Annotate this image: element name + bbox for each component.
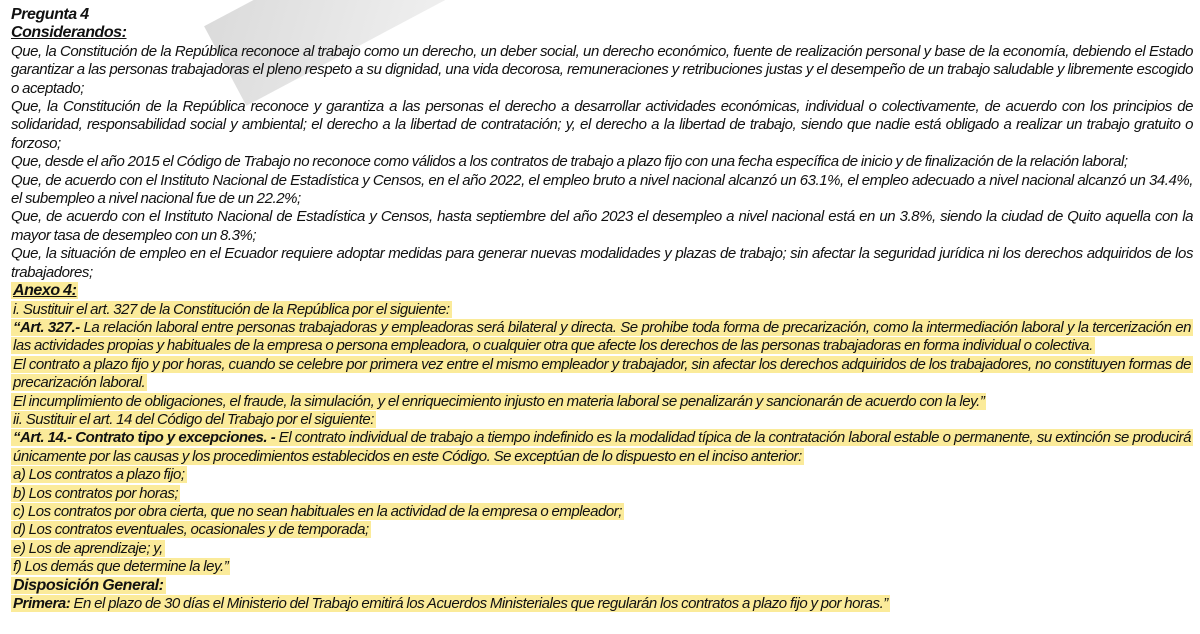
list-item: b) Los contratos por horas; bbox=[13, 484, 179, 502]
considerando-paragraph: Que, la Constitución de la República reconoce al trabajo como un derecho, un deber social, un derecho económico, fuente de realización personal y base de la economía, debiendo el Estado garantizar a las personas trabajadoras el pleno respeto a su dignidad, una vida decorosa, remuneraciones y retribuciones justas y el desempeño de un trabajo saludable y libremente escogido o aceptado; bbox=[11, 42, 1193, 97]
anexo-item-1-intro: i. Sustituir el art. 327 de la Constitución de la República por el siguiente: bbox=[13, 300, 450, 318]
art-327-paragraph-2: El contrato a plazo fijo y por horas, cuando se celebre por primera vez entre el mismo empleador y trabajador, sin afectar los derechos adquiridos de los trabajadores, no constituyen formas de precarización laboral. bbox=[13, 355, 1191, 392]
list-item: d) Los contratos eventuales, ocasionales y de temporada; bbox=[13, 521, 369, 539]
art-327-label: “Art. 327.- bbox=[13, 318, 80, 336]
question-heading: Pregunta 4 bbox=[11, 6, 89, 23]
document-page bbox=[11, 6, 1193, 613]
list-item: a) Los contratos a plazo fijo; bbox=[13, 466, 185, 484]
disposicion-heading: Disposición General: bbox=[13, 576, 164, 594]
anexo-heading: Anexo 4: bbox=[13, 282, 77, 300]
considerando-paragraph: Que, de acuerdo con el Instituto Nacional de Estadística y Censos, hasta septiembre del año 2023 el desempleo a nivel nacional está en un 3.8%, siendo la ciudad de Quito aquella con la mayor tasa de desempleo con un 8.3%; bbox=[11, 208, 1193, 244]
considerandos-heading: Considerandos: bbox=[11, 24, 127, 42]
primera-label: Primera: bbox=[13, 595, 71, 612]
anexo-item-2-intro: ii. Sustituir el art. 14 del Código del Trabajo por el siguiente: bbox=[13, 410, 375, 428]
considerando-paragraph: Que, desde el año 2015 el Código de Trabajo no reconoce como válidos a los contratos de trabajo a plazo fijo con una fecha específica de inicio y de finalización de la relación laboral; bbox=[11, 153, 1128, 171]
primera-text: En el plazo de 30 días el Ministerio del Trabajo emitirá los Acuerdos Ministeriales que regularán los contratos a plazo fijo y por horas.” bbox=[70, 595, 888, 612]
list-item: c) Los contratos por obra cierta, que no sean habituales en la actividad de la empresa o empleador; bbox=[13, 502, 623, 520]
art-327-paragraph-3: El incumplimiento de obligaciones, el fraude, la simulación, y el enriquecimiento injusto en materia laboral se penalizarán y sancionarán de acuerdo con la ley.” bbox=[13, 392, 985, 410]
list-item: f) Los demás que determine la ley.” bbox=[13, 558, 229, 576]
considerando-paragraph: Que, la situación de empleo en el Ecuador requiere adoptar medidas para generar nuevas modalidades y plazas de trabajo; sin afectar la seguridad jurídica ni los derechos adquiridos de los trabajadores; bbox=[11, 245, 1193, 281]
considerando-paragraph: Que, la Constitución de la República reconoce y garantiza a las personas el derecho a desarrollar actividades económicas, individual o colectivamente, de acuerdo con los principios de solidaridad, responsabilidad social y ambiental; el derecho a la libertad de contratación; y, el derecho a la libertad de trabajo, siendo que nadie está obligado a realizar un trabajo gratuito o forzoso; bbox=[11, 98, 1193, 152]
list-item: e) Los de aprendizaje; y, bbox=[13, 539, 163, 557]
art-327-text: La relación laboral entre personas trabajadoras y empleadoras será bilateral y directa. Se prohibe toda forma de precarización, como la intermediación laboral y la tercerización en las actividades propias y habituales de la empresa o persona empleadora, o cualquier otra que afecte los derechos de las personas trabajadoras en forma individual o colectiva. bbox=[13, 318, 1191, 355]
considerando-paragraph: Que, de acuerdo con el Instituto Nacional de Estadística y Censos, en el año 2022, el empleo bruto a nivel nacional alcanzó un 63.1%, el empleo adecuado a nivel nacional alcanzó un 34.4%, el subempleo a nivel nacional fue de un 22.2%; bbox=[11, 171, 1193, 208]
primera-paragraph bbox=[11, 595, 890, 612]
art-327-paragraph bbox=[11, 319, 1193, 354]
art-14-paragraph bbox=[11, 429, 1193, 464]
art-14-label: “Art. 14.- Contrato tipo y excepciones. - bbox=[13, 429, 276, 447]
art-14-text: El contrato individual de trabajo a tiempo indefinido es la modalidad típica de la contratación laboral estable o permanente, su extinción se producirá únicamente por las causas y los procedimientos establecidos en este Código. Se exceptúan de lo dispuesto en el inciso anterior: bbox=[13, 429, 1191, 465]
